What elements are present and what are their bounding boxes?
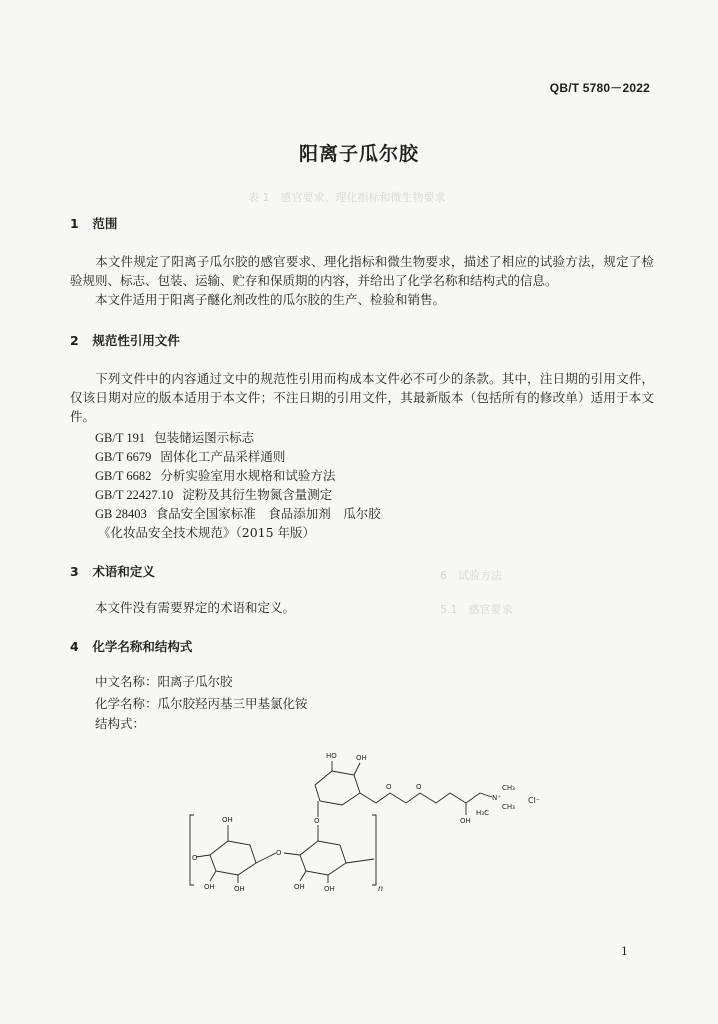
reference-item bbox=[95, 447, 285, 465]
reference-code: GB/T 6679 bbox=[95, 450, 152, 464]
terms-paragraph bbox=[70, 598, 654, 617]
section-title: 范围 bbox=[92, 216, 118, 231]
reference-item-cosmetics: 《化妆品安全技术规范》（2015 年版） bbox=[98, 525, 316, 540]
section-heading-normative bbox=[70, 331, 180, 349]
section-heading-chemical bbox=[70, 637, 192, 655]
scope-paragraph-1 bbox=[70, 252, 654, 290]
reference-name: 食品安全国家标准 食品添加剂 瓜尔胶 bbox=[155, 506, 381, 521]
section-number: 1 bbox=[70, 216, 79, 231]
reference-code: GB/T 22427.10 bbox=[95, 488, 174, 502]
paragraph-text: 本文件没有需要界定的术语和定义。 bbox=[95, 600, 296, 615]
document-title: 阳离子瓜尔胶 bbox=[298, 143, 419, 165]
section-number: 4 bbox=[70, 639, 79, 654]
reference-code: GB/T 191 bbox=[95, 431, 146, 445]
label-oh: OH bbox=[204, 883, 215, 891]
label-n-plus: N⁺ bbox=[492, 794, 501, 802]
reference-name: 包装储运图示标志 bbox=[154, 430, 255, 445]
reference-name: 淀粉及其衍生物氮含量测定 bbox=[182, 487, 333, 502]
scope-paragraph-2 bbox=[70, 290, 654, 309]
reference-code: GB/T 6682 bbox=[95, 469, 152, 483]
section-title: 化学名称和结构式 bbox=[92, 639, 193, 654]
label-oh: OH bbox=[356, 754, 367, 762]
label-oh: OH bbox=[460, 817, 471, 825]
left-bracket-shape bbox=[190, 815, 194, 885]
reference-name: 分析实验室用水规格和试验方法 bbox=[160, 468, 336, 483]
left-sugar-ring bbox=[210, 841, 256, 875]
bleed-through-text: 6 试验方法 bbox=[440, 569, 502, 582]
normative-intro bbox=[70, 369, 654, 426]
section-title: 术语和定义 bbox=[92, 564, 155, 579]
page-number: 1 bbox=[621, 945, 628, 958]
label-o: O bbox=[314, 817, 320, 825]
paragraph-text: 本文件适用于阳离子醚化剂改性的瓜尔胶的生产、检验和销售。 bbox=[95, 292, 446, 307]
section-heading-terms bbox=[70, 562, 155, 580]
reference-item bbox=[95, 428, 254, 446]
side-chain-zigzag bbox=[360, 793, 480, 803]
section-heading-scope bbox=[70, 214, 117, 232]
label-oh: OH bbox=[294, 883, 305, 891]
bleed-through-text: 表 1 感官要求、理化指标和微生物要求 bbox=[248, 191, 446, 204]
label-oh: OH bbox=[324, 885, 335, 893]
label-ho: HO bbox=[326, 752, 337, 760]
label-cl-minus: Cl⁻ bbox=[528, 796, 541, 805]
label-o: O bbox=[276, 849, 282, 857]
right-bracket-shape bbox=[372, 815, 376, 885]
right-sugar-ring bbox=[300, 841, 346, 875]
chemical-name-line: 化学名称：瓜尔胶羟丙基三甲基氯化铵 bbox=[95, 696, 308, 711]
section-number: 2 bbox=[70, 333, 79, 348]
structural-formula-diagram bbox=[180, 745, 560, 895]
label-o: O bbox=[192, 854, 198, 862]
section-number: 3 bbox=[70, 564, 79, 579]
structure-label: 结构式： bbox=[95, 716, 146, 731]
reference-item bbox=[95, 485, 332, 503]
label-h3c: H₃C bbox=[476, 809, 489, 817]
reference-code: GB 28403 bbox=[95, 507, 147, 521]
label-n-subscript: n bbox=[378, 884, 384, 893]
top-sugar-ring bbox=[315, 771, 360, 805]
label-o: O bbox=[416, 783, 422, 791]
section-title: 规范性引用文件 bbox=[92, 333, 180, 348]
reference-item bbox=[95, 466, 335, 484]
bleed-through-text: 5.1 感官要求 bbox=[440, 603, 513, 616]
label-oh: OH bbox=[222, 816, 233, 824]
reference-item bbox=[95, 504, 381, 522]
paragraph-text: 本文件规定了阳离子瓜尔胶的感官要求、理化指标和微生物要求，描述了相应的试验方法，规定了检验规则、标志、包装、运输、贮存和保质期的内容，并给出了化学名称和结构式的信息。 bbox=[70, 254, 654, 288]
reference-name: 固体化工产品采样通则 bbox=[160, 449, 286, 464]
standard-code: QB/T 5780－2022 bbox=[549, 81, 650, 95]
chinese-name-line: 中文名称：阳离子瓜尔胶 bbox=[95, 674, 233, 689]
label-oh: OH bbox=[234, 885, 245, 893]
label-ch3: CH₃ bbox=[502, 803, 515, 811]
label-ch3: CH₃ bbox=[502, 784, 515, 792]
label-o: O bbox=[386, 783, 392, 791]
paragraph-text: 下列文件中的内容通过文中的规范性引用而构成本文件必不可少的条款。其中，注日期的引用文件，仅该日期对应的版本适用于本文件；不注日期的引用文件，其最新版本（包括所有的修改单）适用于本文件。 bbox=[70, 371, 654, 424]
